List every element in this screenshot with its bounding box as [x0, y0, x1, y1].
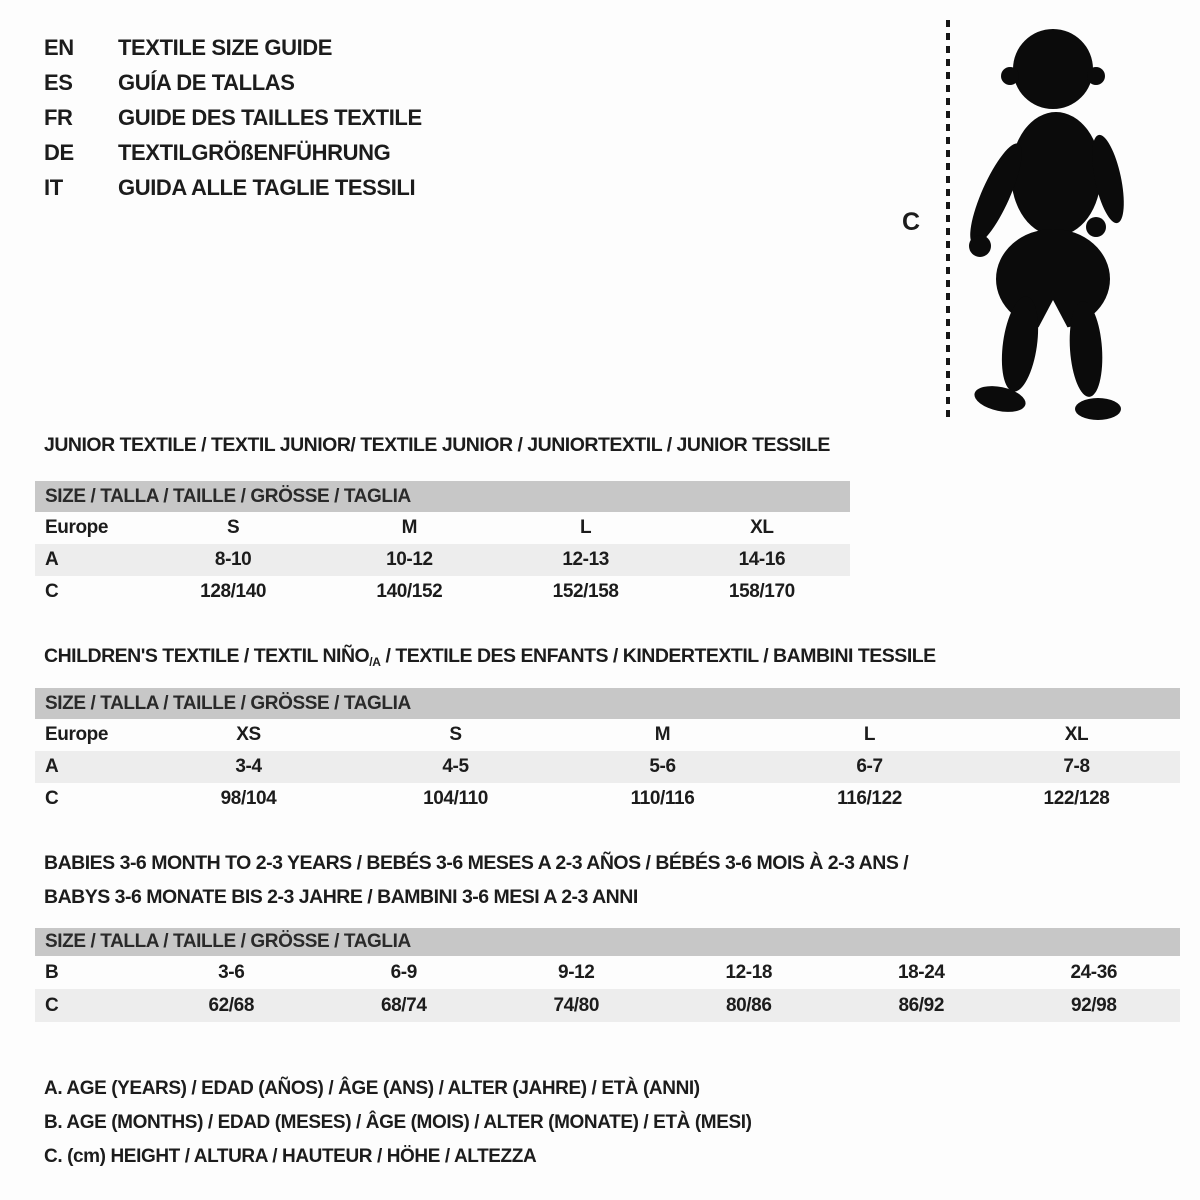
language-title: GUÍA DE TALLAS [118, 70, 295, 95]
language-code: DE [44, 140, 74, 165]
table-row-europe [35, 719, 1180, 751]
table-cell: XL [1064, 724, 1089, 745]
size-header-bar: SIZE / TALLA / TAILLE / GRÖSSE / TAGLIA [35, 928, 1180, 956]
language-row [44, 30, 422, 65]
babies-title-line2: BABYS 3-6 MONATE BIS 2-3 JAHRE / BAMBINI 3-6 MESI A 2-3 ANNI [44, 886, 638, 908]
language-row [44, 100, 422, 135]
table-cell: 86/92 [898, 995, 945, 1016]
junior-section-title: JUNIOR TEXTILE / TEXTIL JUNIOR/ TEXTILE JUNIOR / JUNIORTEXTIL / JUNIOR TESSILE [44, 434, 830, 456]
height-measure-label: C [902, 208, 920, 236]
children-size-table [35, 688, 1180, 815]
footnote-age-months: B. AGE (MONTHS) / EDAD (MESES) / ÂGE (MOIS) / ALTER (MONATE) / ETÀ (MESI) [44, 1112, 752, 1133]
table-cell: 7-8 [1063, 756, 1090, 777]
language-row [44, 135, 422, 170]
language-title: TEXTILE SIZE GUIDE [118, 35, 333, 60]
table-cell: 12-13 [562, 549, 609, 570]
table-cell: 9-12 [558, 962, 595, 983]
row-label: A [45, 756, 59, 777]
table-row-height [35, 783, 1180, 815]
table-cell: 110/116 [630, 788, 695, 809]
row-label: C [45, 995, 59, 1016]
table-cell: 4-5 [442, 756, 469, 777]
language-code: IT [44, 175, 63, 200]
table-cell: 3-4 [235, 756, 262, 777]
language-title: TEXTILGRÖßENFÜHRUNG [118, 140, 391, 165]
table-row-months [35, 956, 1180, 989]
height-measure-dotted-line [946, 20, 950, 418]
babies-section-title [44, 846, 908, 914]
table-cell: 80/86 [725, 995, 772, 1016]
table-cell: 116/122 [837, 788, 902, 809]
table-cell: L [863, 724, 876, 745]
table-row-europe [35, 512, 850, 544]
table-cell: S [449, 724, 462, 745]
table-cell: 128/140 [200, 581, 267, 602]
row-label: C [45, 788, 59, 809]
language-code: FR [44, 105, 73, 130]
row-label: C [45, 581, 59, 602]
language-title: GUIDA ALLE TAGLIE TESSILI [118, 175, 416, 200]
table-cell: XL [750, 517, 774, 538]
table-cell: 62/68 [208, 995, 255, 1016]
babies-title-line1: BABIES 3-6 MONTH TO 2-3 YEARS / BEBÉS 3-6 MESES A 2-3 AÑOS / BÉBÉS 3-6 MOIS À 2-3 ANS / [44, 852, 909, 874]
table-cell: 8-10 [214, 549, 252, 570]
language-row [44, 170, 422, 205]
table-cell: M [654, 724, 671, 745]
table-cell: 6-9 [390, 962, 417, 983]
table-cell: 74/80 [553, 995, 600, 1016]
language-title: GUIDE DES TAILLES TEXTILE [118, 105, 422, 130]
table-row-height [35, 989, 1180, 1022]
table-row-age [35, 751, 1180, 783]
children-title-sub: /A [369, 655, 381, 669]
table-row-age [35, 544, 850, 576]
table-cell: 140/152 [376, 581, 443, 602]
table-cell: L [580, 517, 592, 538]
table-cell: 122/128 [1043, 788, 1110, 809]
language-code: ES [44, 70, 73, 95]
language-row [44, 65, 422, 100]
footnote-legend [44, 1072, 752, 1174]
size-header-bar: SIZE / TALLA / TAILLE / GRÖSSE / TAGLIA [35, 688, 1180, 719]
table-cell: 152/158 [552, 581, 619, 602]
toddler-silhouette-icon [958, 14, 1138, 420]
table-cell: 10-12 [386, 549, 433, 570]
table-cell: XS [236, 724, 261, 745]
language-title-list [44, 30, 422, 205]
row-label: B [45, 962, 59, 983]
footnote-height-cm: C. (cm) HEIGHT / ALTURA / HAUTEUR / HÖHE / ALTEZZA [44, 1146, 537, 1167]
table-cell: 158/170 [728, 581, 795, 602]
language-code: EN [44, 35, 74, 60]
table-cell: 92/98 [1070, 995, 1117, 1016]
table-cell: 68/74 [380, 995, 427, 1016]
children-title-pre: CHILDREN'S TEXTILE / TEXTIL NIÑO [44, 645, 370, 667]
table-cell: 6-7 [856, 756, 883, 777]
junior-size-table [35, 481, 850, 608]
children-section-title [44, 644, 936, 670]
table-cell: 3-6 [218, 962, 245, 983]
table-cell: 18-24 [897, 962, 945, 983]
table-cell: 104/110 [423, 788, 488, 809]
row-label: Europe [45, 724, 109, 745]
table-cell: 5-6 [649, 756, 676, 777]
size-header-bar: SIZE / TALLA / TAILLE / GRÖSSE / TAGLIA [35, 481, 850, 512]
table-cell: 98/104 [220, 788, 277, 809]
row-label: Europe [45, 517, 109, 538]
table-cell: 24-36 [1070, 962, 1118, 983]
footnote-age-years: A. AGE (YEARS) / EDAD (AÑOS) / ÂGE (ANS) / ALTER (JAHRE) / ETÀ (ANNI) [44, 1078, 700, 1099]
table-cell: 14-16 [738, 549, 786, 570]
table-cell: S [226, 517, 240, 538]
row-label: A [45, 549, 59, 570]
babies-size-table [35, 928, 1180, 1022]
table-row-height [35, 576, 850, 608]
table-cell: M [401, 517, 418, 538]
children-title-post: / TEXTILE DES ENFANTS / KINDERTEXTIL / BAMBINI TESSILE [380, 645, 936, 667]
table-cell: 12-18 [725, 962, 773, 983]
